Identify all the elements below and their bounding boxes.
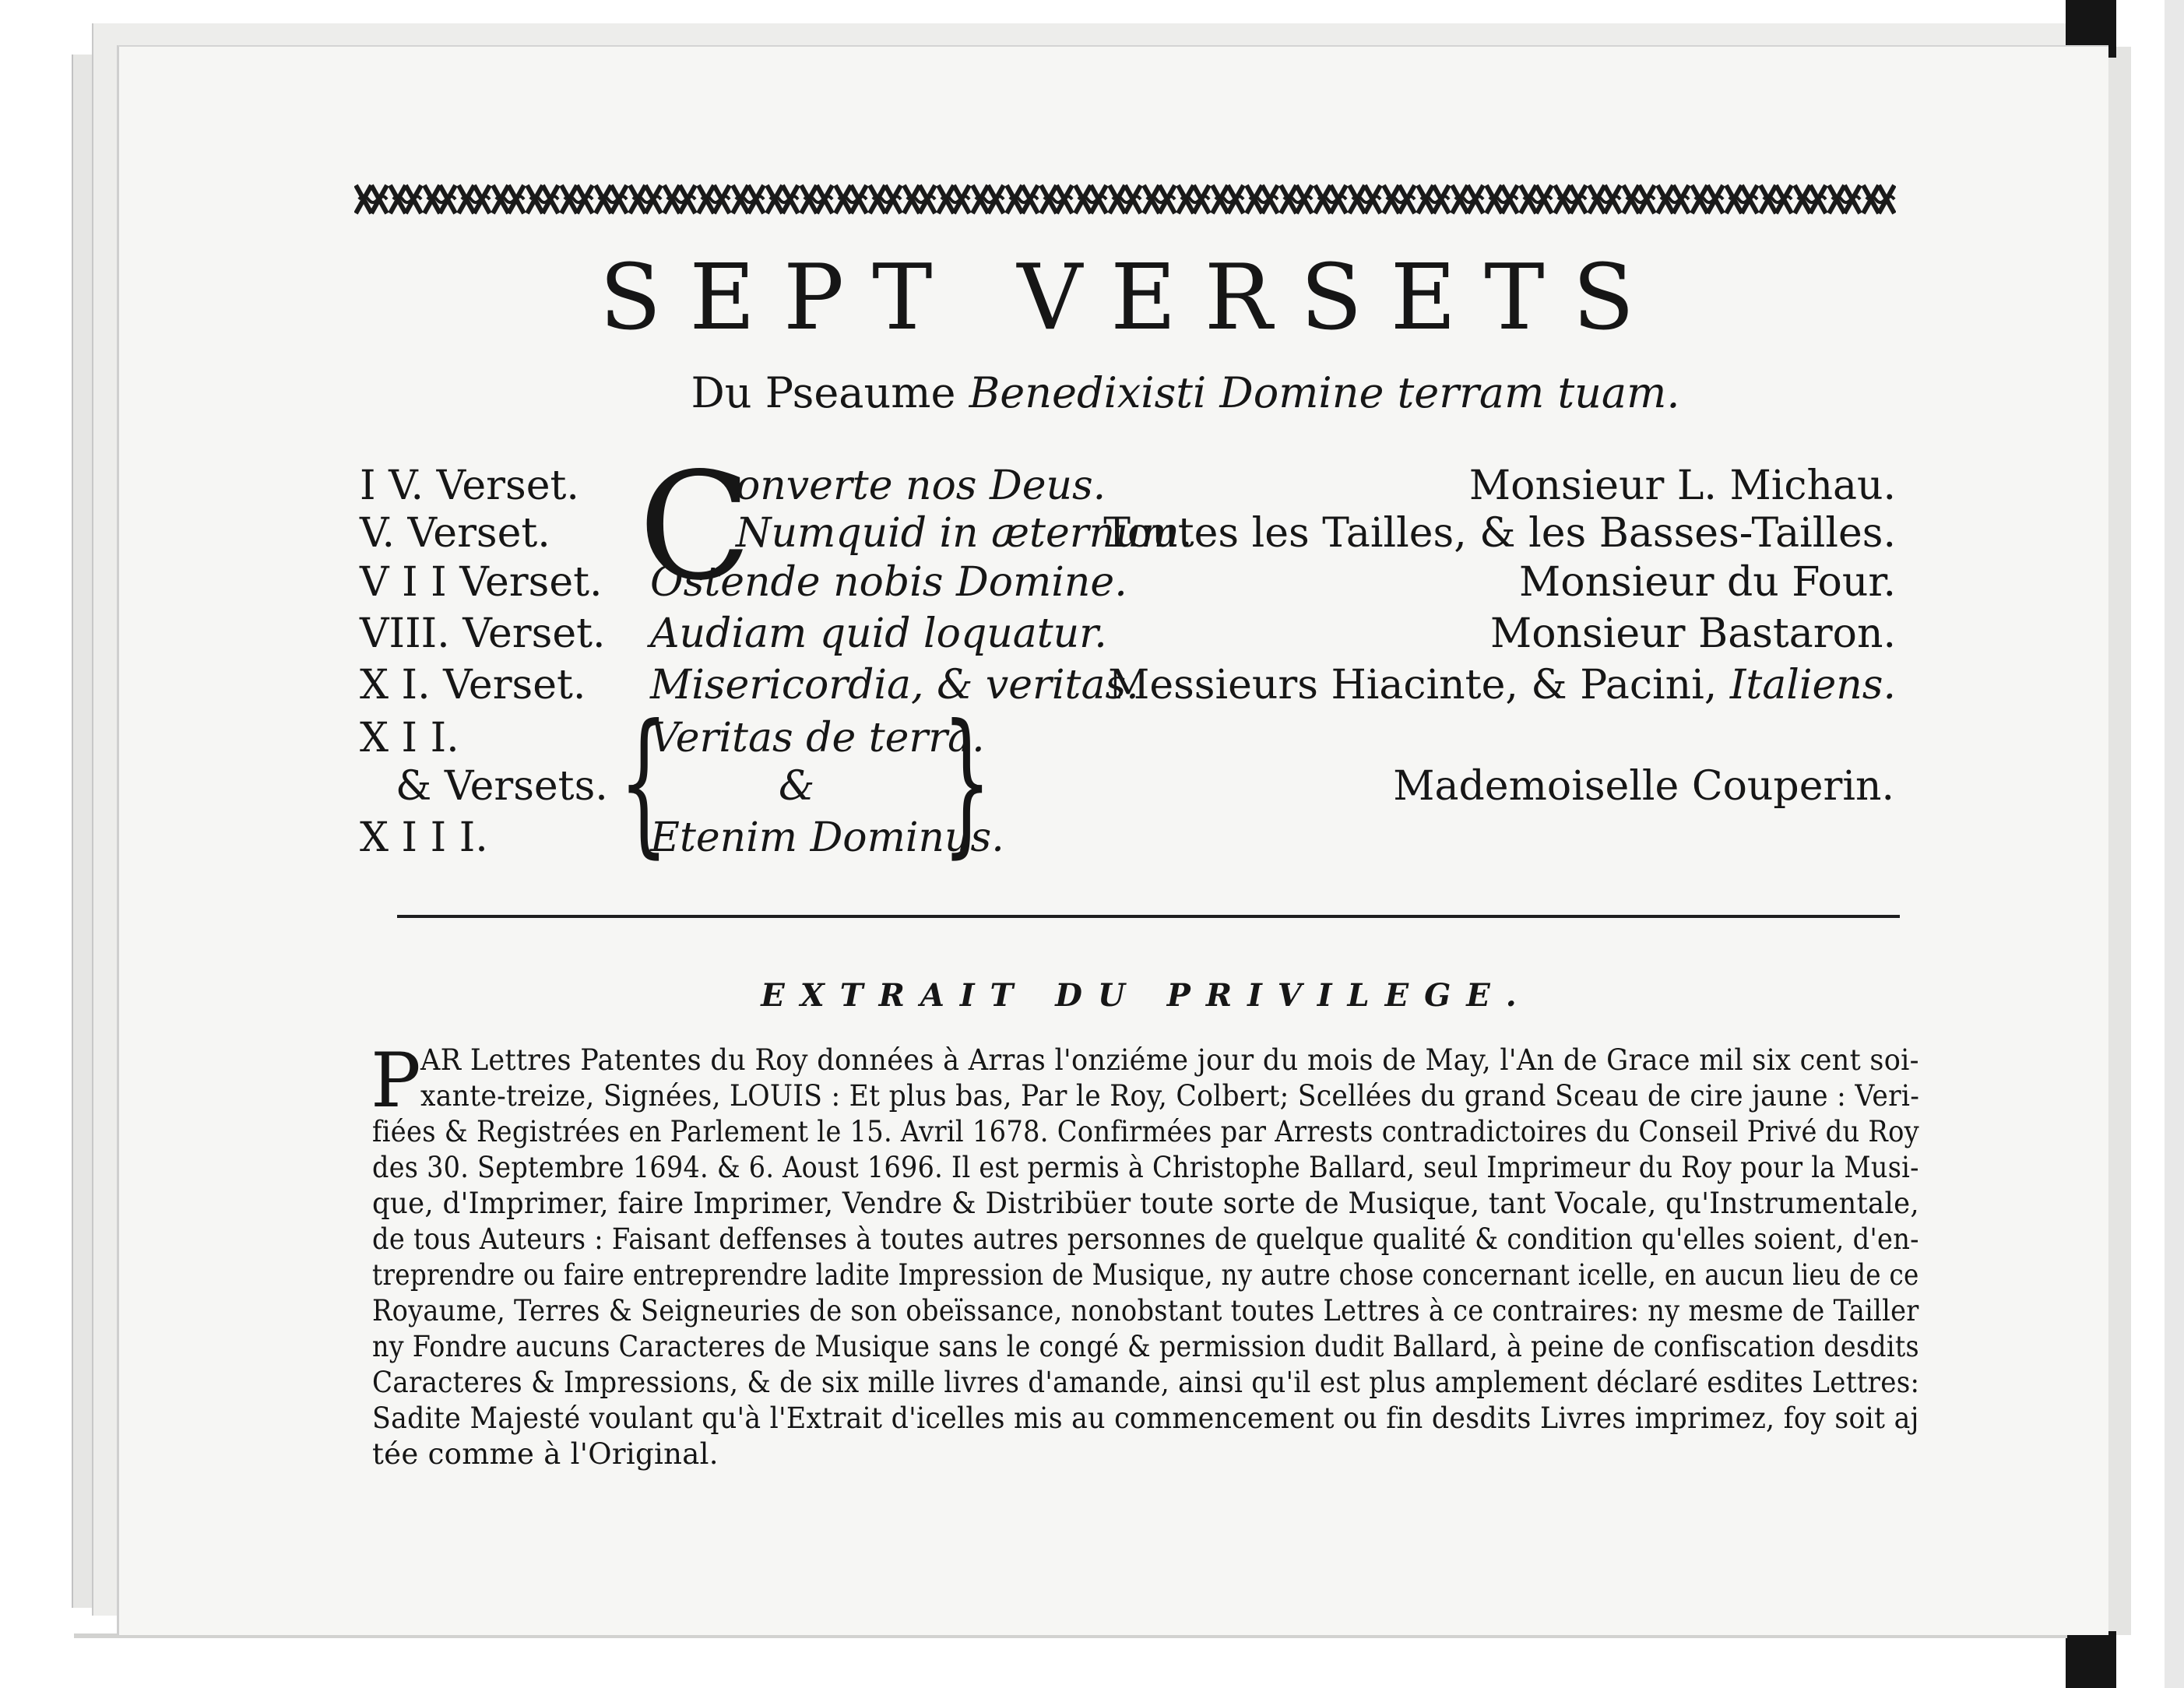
ornament-border xyxy=(354,178,1896,221)
privilege-line: Royaume, Terres & Seigneuries de son obeïssance, nonobstant toutes Lettres à ce contraires: ny mesme de Tailler xyxy=(372,1294,1919,1328)
privilege-line: tée comme à l'Original. xyxy=(372,1437,719,1471)
privilege-line: AR Lettres Patentes du Roy données à Arras l'onziéme jour du mois de May, l'An de Grace mil six cent soi- xyxy=(420,1043,1919,1077)
page-title: SEPT VERSETS xyxy=(599,245,1663,350)
verse-singer: Mademoiselle Couperin. xyxy=(1393,763,1894,810)
privilege-line: que, d'Imprimer, faire Imprimer, Vendre & Distribüer toute sorte de Musique, tant Vocale, qu'Instrumentale, xyxy=(372,1187,1920,1220)
verse-singer: Toutes les Tailles, & les Basses-Tailles. xyxy=(1103,510,1896,557)
binding-clip-bottom xyxy=(2066,1631,2116,1688)
privilege-line: fiées & Registrées en Parlement le 15. Avril 1678. Confirmées par Arrests contradictoires du Conseil Privé du Roy xyxy=(372,1115,1919,1148)
subtitle-psalm: Benedixisti Domine terram tuam. xyxy=(969,368,1680,417)
privilege-line: Sadite Majesté voulant qu'à l'Extrait d'icelles mis au commencement ou fin desdits Livres imprimez, foy soit aj xyxy=(372,1401,1919,1435)
privilege-line: de tous Auteurs : Faisant deffenses à toutes autres personnes de quelque qualité & condition qu'elles soient, d'en- xyxy=(372,1222,1919,1256)
verse-singer: Monsieur L. Michau. xyxy=(1468,462,1896,509)
verse-label: X I. Verset. xyxy=(360,662,586,709)
verse-singer: Monsieur du Four. xyxy=(1518,559,1896,606)
privilege-heading: EXTRAIT DU PRIVILEGE. xyxy=(761,977,1532,1014)
verse-incipit: Veritas de terra. xyxy=(650,715,985,761)
drop-cap-c: C xyxy=(638,441,752,613)
drop-cap-p: P xyxy=(371,1037,421,1124)
verse-incipit: Numquid in æternum. xyxy=(736,510,1193,557)
verse-label: V. Verset. xyxy=(360,510,550,557)
verse-singer: Monsieur Bastaron. xyxy=(1490,610,1896,657)
verse-label: X I I I. xyxy=(360,814,488,861)
privilege-line: Caracteres & Impressions, & de six mille livres d'amande, ainsi qu'il est plus amplement déclaré esdites Lettres: xyxy=(372,1366,1920,1399)
subtitle-lead: Du Pseaume xyxy=(691,368,956,417)
left-brace: { xyxy=(619,691,669,873)
verse-incipit: Audiam quid loquatur. xyxy=(650,610,1107,657)
privilege-line: treprendre ou faire entreprendre ladite Impression de Musique, ny autre chose concernant icelle, en aucun lieu de ce xyxy=(372,1258,1919,1292)
verse-label: V I I Verset. xyxy=(360,559,603,606)
verse-label: & Versets. xyxy=(396,763,608,810)
subtitle xyxy=(93,366,2184,420)
privilege-line: ny Fondre aucuns Caracteres de Musique sans le congé & permission dudit Ballard, à peine de confiscation desdits xyxy=(372,1330,1919,1363)
verse-incipit: Ostende nobis Domine. xyxy=(650,559,1127,606)
horizontal-rule xyxy=(397,915,1900,918)
verse-label: X I I. xyxy=(360,715,459,761)
italiens-label: Italiens. xyxy=(1729,662,1896,709)
verse-incipit: Etenim Dominus. xyxy=(650,814,1004,861)
privilege-line: xante-treize, Signées, LOUIS : Et plus bas, Par le Roy, Colbert; Scellées du grand Sceau de cire jaune : Veri- xyxy=(420,1079,1920,1113)
right-brace: } xyxy=(942,691,992,873)
verse-incipit: Misericordia, & veritas. xyxy=(650,662,1139,709)
verse-incipit: onverte nos Deus. xyxy=(736,462,1106,509)
verse-singer: Messieurs Hiacinte, & Pacini, Italiens. xyxy=(1108,662,1896,709)
verse-incipit: & xyxy=(779,763,815,810)
verse-label: VIII. Verset. xyxy=(360,610,606,657)
privilege-line: des 30. Septembre 1694. & 6. Aoust 1696. Il est permis à Christophe Ballard, seul Imprimeur du Roy pour la Musi- xyxy=(372,1151,1919,1184)
verse-label: I V. Verset. xyxy=(360,462,579,509)
